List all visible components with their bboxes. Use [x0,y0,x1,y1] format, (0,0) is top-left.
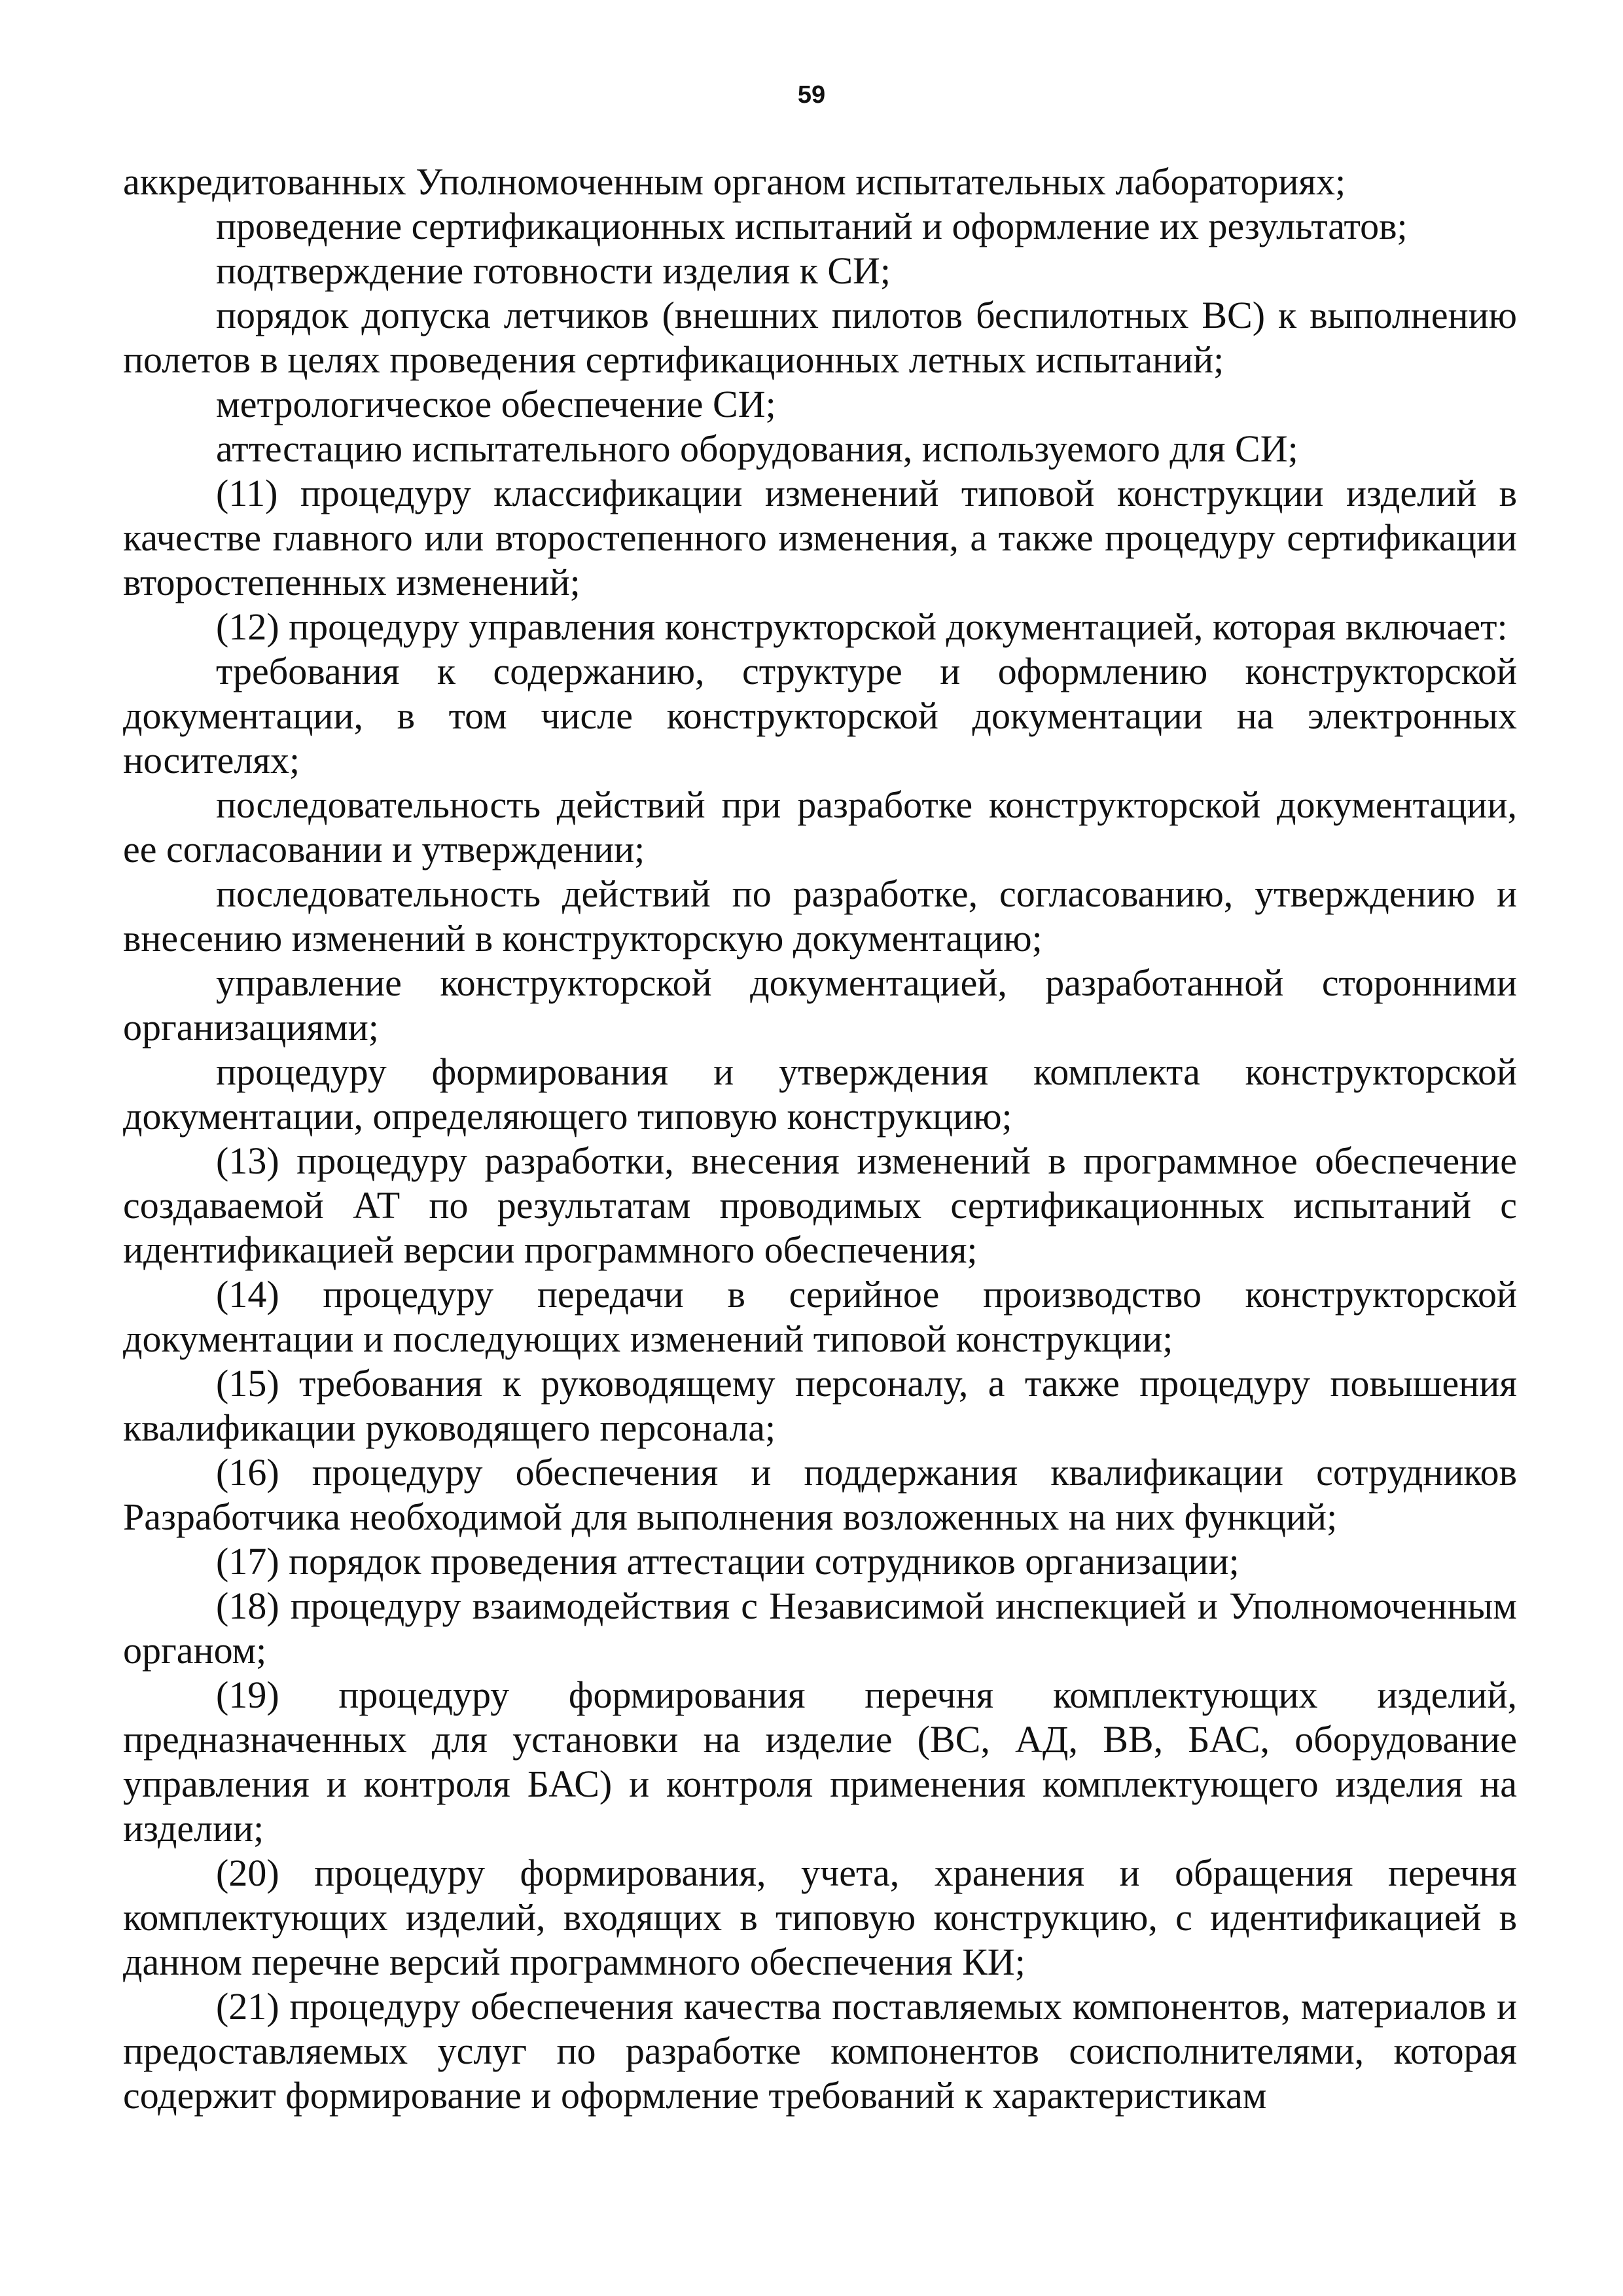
numbered-paragraph-15: (15) требования к руководящему персоналу, а также процедуру повышения квалификации руководящего персонала; [123,1362,1517,1449]
paragraph: проведение сертификационных испытаний и оформление их результатов; [216,205,1408,247]
paragraph: процедуру формирования и утверждения комплекта конструкторской документации, определяющего типовую конструкцию; [123,1050,1517,1138]
numbered-paragraph-20: (20) процедуру формирования, учета, хранения и обращения перечня комплектующих изделий, входящих в типовую конструкцию, с идентификацией в данном перечне версий программного обеспечения КИ; [123,1852,1517,1983]
numbered-paragraph-12: (12) процедуру управления конструкторской документацией, которая включает: [216,605,1508,648]
page-number: 59 [797,81,826,109]
paragraph: порядок допуска летчиков (внешних пилотов беспилотных ВС) к выполнению полетов в целях проведения сертификационных летных испытаний; [123,294,1517,381]
numbered-paragraph-14: (14) процедуру передачи в серийное производство конструкторской документации и последующих изменений типовой конструкции; [123,1273,1517,1360]
numbered-paragraph-18: (18) процедуру взаимодействия с Независимой инспекцией и Уполномоченным органом; [123,1585,1517,1672]
numbered-paragraph-16: (16) процедуру обеспечения и поддержания квалификации сотрудников Разработчика необходимой для выполнения возложенных на них функций; [123,1451,1517,1538]
numbered-paragraph-21: (21) процедуру обеспечения качества поставляемых компонентов, материалов и предоставляемых услуг по разработке компонентов соисполнителями, которая содержит формирование и оформление требований к характеристикам [123,1985,1517,2117]
numbered-paragraph-11: (11) процедуру классификации изменений типовой конструкции изделий в качестве главного или второстепенного изменения, а также процедуру сертификации второстепенных изменений; [123,472,1517,603]
paragraph: управление конструкторской документацией, разработанной сторонними организациями; [123,961,1517,1049]
paragraph: аттестацию испытательного оборудования, используемого для СИ; [216,427,1298,470]
numbered-paragraph-13: (13) процедуру разработки, внесения изменений в программное обеспечение создаваемой АТ по результатам проводимых сертификационных испытаний с идентификацией версии программного обеспечения; [123,1139,1517,1271]
numbered-paragraph-19: (19) процедуру формирования перечня комплектующих изделий, предназначенных для установки на изделие (ВС, АД, ВВ, БАС, оборудование управления и контроля БАС) и контроля применения комплектующего изделия на изделии; [123,1674,1517,1850]
document-body [123,160,1517,2118]
paragraph-continuation: аккредитованных Уполномоченным органом испытательных лабораториях; [123,160,1346,203]
paragraph: требования к содержанию, структуре и оформлению конструкторской документации, в том числе конструкторской документации на электронных носителях; [123,650,1517,781]
paragraph: метрологическое обеспечение СИ; [216,383,776,425]
paragraph: последовательность действий при разработке конструкторской документации, ее согласовании и утверждении; [123,783,1517,870]
paragraph: последовательность действий по разработке, согласованию, утверждению и внесению изменений в конструкторскую документацию; [123,872,1517,960]
numbered-paragraph-17: (17) порядок проведения аттестации сотрудников организации; [216,1540,1240,1583]
paragraph: подтверждение готовности изделия к СИ; [216,249,891,292]
